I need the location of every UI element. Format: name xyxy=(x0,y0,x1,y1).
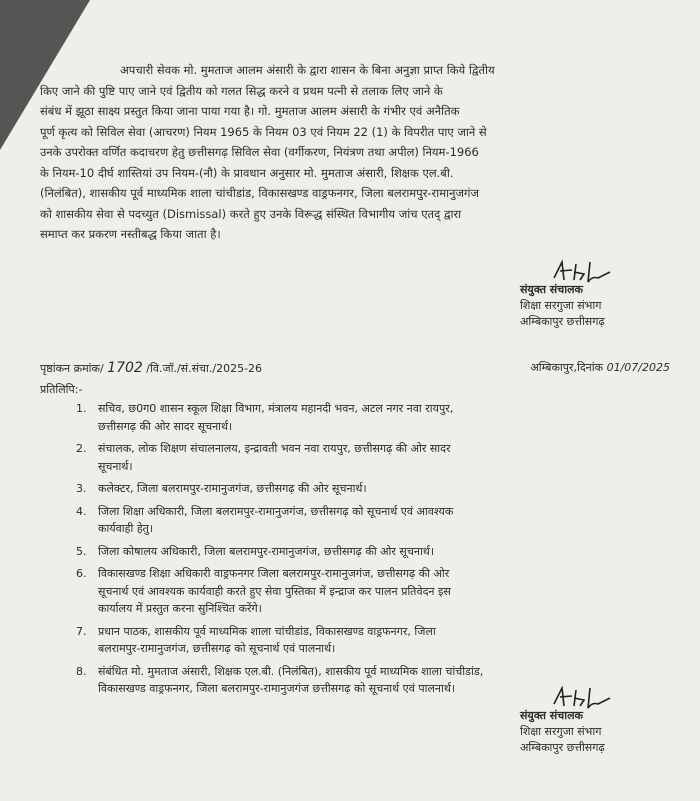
copy-to-heading: प्रतिलिपि:- xyxy=(40,383,83,396)
item-number: 3. xyxy=(76,482,87,495)
item-number: 5. xyxy=(76,544,87,558)
item-text: कार्यालय में प्रस्तुत करना सुनिश्चित करेंगे। xyxy=(98,602,262,615)
signature-block-2 xyxy=(520,684,670,756)
endorsement-number xyxy=(40,360,262,376)
signatory-place: अम्बिकापुर छत्तीसगढ़ xyxy=(520,741,605,754)
list-item xyxy=(76,503,666,538)
list-item xyxy=(76,400,666,435)
endorsement-line xyxy=(40,360,670,376)
paragraph-line: उनके उपरोक्त वर्णित कदाचरण हेतु छत्तीसगढ़ सिविल सेवा (वर्गीकरण, नियंत्रण तथा अपील) नियम-1966 xyxy=(40,145,479,159)
item-number: 8. xyxy=(76,664,87,678)
handwritten-signature-2 xyxy=(520,684,670,708)
item-text: सूचनार्थ। xyxy=(98,459,133,473)
paragraph-line: पूर्ण कृत्य को सिविल सेवा (आचरण) नियम 1965 के नियम 03 एवं नियम 22 (1) के विपरीत पाए जाने से xyxy=(40,124,487,139)
endorsement-date xyxy=(530,360,670,376)
list-item xyxy=(76,440,666,475)
item-text: कार्यवाही हेतु। xyxy=(98,522,154,535)
item-text: सचिव, छ0ग0 शासन स्कूल शिक्षा विभाग, मंत्रालय महानदी भवन, अटल नगर नवा रायपुर, xyxy=(98,402,454,415)
paragraph-line: संबंध में झूठा साक्ष्य प्रस्तुत किया जाना पाया गया है। गो. मुमताज आलम अंसारी के गंभीर एवं अनैतिक xyxy=(40,104,460,118)
item-text: प्रधान पाठक, शासकीय पूर्व माध्यमिक शाला चांचीडांड, विकासखण्ड वाड्रफनगर, जिला xyxy=(98,624,436,638)
signatory-office: शिक्षा सरगुजा संभाग xyxy=(520,725,602,738)
item-number: 1. xyxy=(76,402,87,415)
paragraph-line: अपचारी सेवक मो. मुमताज आलम अंसारी के द्वारा शासन के बिना अनुज्ञा प्राप्त किये द्वितीय xyxy=(120,63,495,77)
item-text: विकासखण्ड शिक्षा अधिकारी वाड्रफनगर जिला बलरामपुर-रामानुजगंज, छत्तीसगढ़ की ओर xyxy=(98,567,450,580)
signatory-place: अम्बिकापुर छत्तीसगढ़ xyxy=(520,315,605,328)
item-text: छत्तीसगढ़ की ओर सादर सूचनार्थ। xyxy=(98,419,233,433)
signatory-title: संयुक्त संचालक xyxy=(520,709,583,722)
endorsement-suffix: /वि.जॉ./सं.संचा./2025-26 xyxy=(146,362,263,375)
item-text: सूचनार्थ एवं आवश्यक कार्यवाही करते हुए सेवा पुस्तिका में इन्द्राज कर पालन प्रतिवेदन इस xyxy=(98,584,451,598)
endorsement-label: पृष्ठांकन क्रमांक/ xyxy=(40,362,104,375)
list-item xyxy=(76,623,666,658)
paragraph-line: के नियम-10 दीर्घ शास्तियां उप नियम-(नौ) के प्रावधान अनुसार मो. मुमताज अंसारी, शिक्षक एल.बी. xyxy=(40,165,454,180)
signatory-title: संयुक्त संचालक xyxy=(520,283,583,296)
item-number: 6. xyxy=(76,567,87,580)
paragraph-line: समाप्त कर प्रकरण नस्तीबद्ध किया जाता है। xyxy=(40,227,221,241)
paragraph-line: (निलंबित), शासकीय पूर्व माध्यमिक शाला चांचीडांड, विकासखण्ड वाड्रफनगर, जिला बलरामपुर-रामानुजगंज xyxy=(40,186,480,200)
item-text: विकासखण्ड वाड्रफनगर, जिला बलरामपुर-रामानुजगंज छत्तीसगढ़ को सूचनार्थ एवं पालनार्थ। xyxy=(98,682,456,695)
date-value: 01/07/2025 xyxy=(606,361,670,374)
paragraph-line: को शासकीय सेवा से पदच्युत (Dismissal) करते हुए उनके विरूद्ध संस्थित विभागीय जांच एतद् द्वारा xyxy=(40,206,462,221)
item-text: कलेक्टर, जिला बलरामपुर-रामानुजगंज, छत्तीसगढ़ की ओर सूचनार्थ। xyxy=(98,482,367,495)
item-number: 2. xyxy=(76,442,87,455)
endorsement-handwritten-number: 1702 xyxy=(107,360,143,376)
recipient-list xyxy=(76,400,666,703)
item-text: जिला कोषालय अधिकारी, जिला बलरामपुर-रामानुजगंज, छत्तीसगढ़ की ओर सूचनार्थ। xyxy=(98,544,434,558)
place-date-label: अम्बिकापुर,दिनांक xyxy=(530,361,604,374)
item-number: 7. xyxy=(76,624,87,638)
item-number: 4. xyxy=(76,504,87,518)
list-item xyxy=(76,480,666,498)
list-item xyxy=(76,565,666,618)
order-paragraph xyxy=(40,60,670,245)
item-text: संचालक, लोक शिक्षण संचालनालय, इन्द्रावती भवन नवा रायपुर, छत्तीसगढ़ की ओर सादर xyxy=(98,442,451,455)
paragraph-line: किए जाने की पुष्टि पाए जाने एवं द्वितीय को गलत सिद्ध करने व प्रथम पत्नी से तलाक लिए जाने के xyxy=(40,83,443,98)
signatory-office: शिक्षा सरगुजा संभाग xyxy=(520,299,602,312)
handwritten-signature-1 xyxy=(520,258,670,282)
item-text: संबंधित मो. मुमताज अंसारी, शिक्षक एल.बी. (निलंबित), शासकीय पूर्व माध्यमिक शाला चांचीडांड, xyxy=(98,664,484,678)
signature-block-1 xyxy=(520,258,670,330)
item-text: जिला शिक्षा अधिकारी, जिला बलरामपुर-रामानुजगंज, छत्तीसगढ़ को सूचनार्थ एवं आवश्यक xyxy=(98,504,454,518)
list-item xyxy=(76,543,666,561)
item-text: बलरामपुर-रामानुजगंज, छत्तीसगढ़ को सूचनार्थ एवं पालनार्थ। xyxy=(98,642,336,655)
